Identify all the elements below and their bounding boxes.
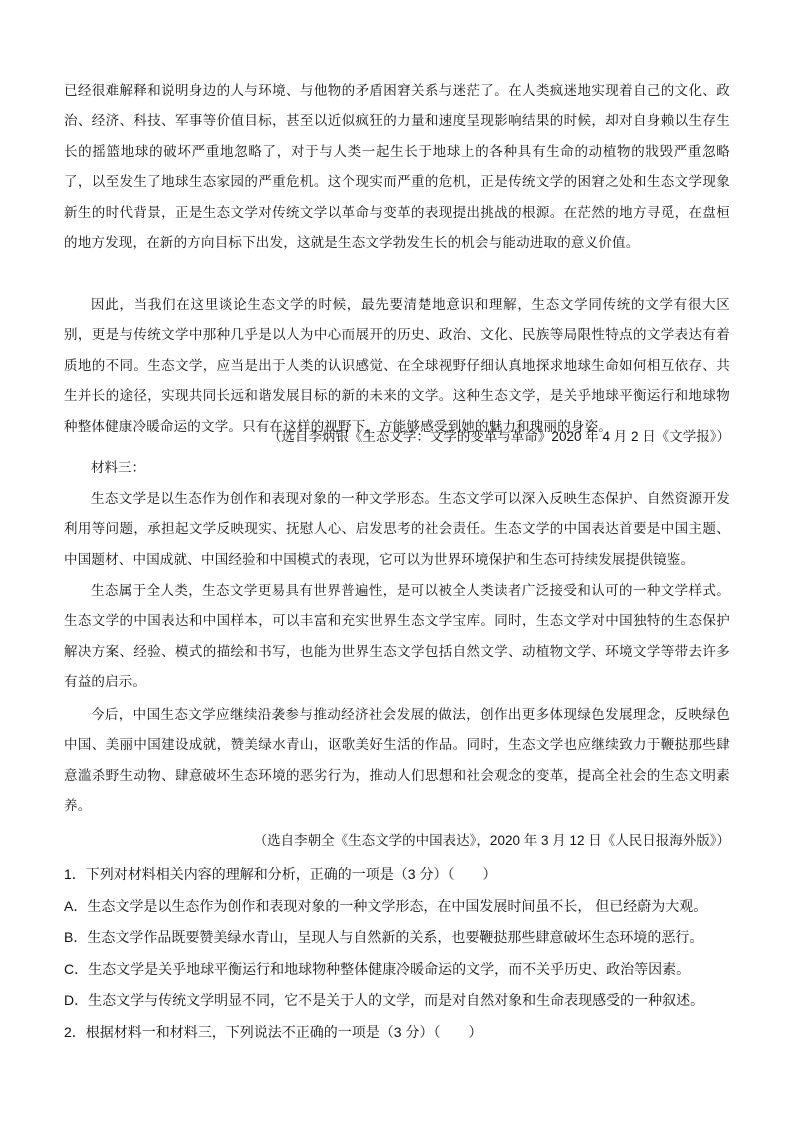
material-three-paragraph-2: 生态属于全人类，生态文学更易具有世界普遍性，是可以被全人类读者广泛接受和认可的一种文学样式。生态文学的中国表达和中国样本，可以丰富和充实世界生态文学宝库。同时，生态文学对中国独特的生态保护解决方案、经验、模式的描绘和书写，也能为世界生态文学包括自然文学、动植物文学、环境文学等带去许多有益的启示。	[64, 583, 730, 691]
question-1-stem: 1．下列对材料相关内容的理解和分析，正确的一项是（3 分）（ ）	[64, 866, 497, 882]
question-1-option-d[interactable]: D．生态文学与传统文学明显不同，它不是关于人的文学，而是对自然对象和生命表现感受的一种叙述。	[64, 992, 705, 1008]
question-2-stem: 2．根据材料一和材料三，下列说法不正确的一项是（3 分）（ ）	[64, 1024, 483, 1040]
question-1-option-c[interactable]: C．生态文学是关乎地球平衡运行和地球物种整体健康冷暖命运的文学，而不关乎历史、政治等因素。	[64, 961, 691, 977]
passage-paragraph-continued: 已经很难解释和说明身边的人与环境、与他物的矛盾困窘关系与迷茫了。在人类疯迷地实现着自己的文化、政治、经济、科技、军事等价值目标，甚至以近似疯狂的力量和速度呈现影响结果的时候，却对自身赖以生存生长的摇篮地球的破坏严重地忽略了，对于与人类一起生长于地球上的各种具有生命的动植物的戕毁严重忽略了，以至发生了地球生态家园的严重危机。这个现实而严重的危机，正是传统文学的困窘之处和生态文学现象新生的时代背景，正是生态文学对传统文学以革命与变革的表现提出挑战的根源。在茫然的地方寻觅，在盘桓的地方发现，在新的方向目标下出发，这就是生态文学勃发生长的机会与能动进取的意义价值。	[64, 83, 730, 252]
question-1-option-b[interactable]: B．生态文学作品既要赞美绿水青山，呈现人与自然新的关系，也要鞭挞那些肆意破坏生态环境的恶行。	[64, 929, 704, 945]
material-three-paragraph-3: 今后，中国生态文学应继续沿袭参与推动经济社会发展的做法，创作出更多体现绿色发展理念，反映绿色中国、美丽中国建设成就，赞美绿水青山，讴歌美好生活的作品。同时，生态文学也应继续致力于鞭挞那些肆意滥杀野生动物、肆意破坏生态环境的恶劣行为，推动人们思想和社会观念的变革，提高全社会的生态文明素养。	[64, 707, 730, 815]
source-citation-2: （选自李朝全《生态文学的中国表达》，2020 年 3 月 12 日《人民日报海外版》）	[253, 833, 730, 848]
source-citation-1: （选自李炳银《生态文学：文学的变革与革命》2020 年 4 月 2 日《文学报》）	[267, 429, 730, 444]
passage-paragraph-because: 因此，当我们在这里谈论生态文学的时候，最先要清楚地意识和理解，生态文学同传统的文学有很大区别，更是与传统文学中那种几乎是以人为中心而展开的历史、政治、文化、民族等局限性特点的文学表达有着质地的不同。生态文学，应当是出于人类的认识感觉、在全球视野仔细认真地探求地球生命如何相互依存、共生并长的途径，实现共同长远和谐发展目标的新的未来的文学。这种生态文学，是关乎地球平衡运行和地球物种整体健康冷暖命运的文学。只有在这样的视野下，方能够感受到她的魅力和瑰丽的身姿。	[64, 297, 730, 435]
material-three-paragraph-1: 生态文学是以生态作为创作和表现对象的一种文学形态。生态文学可以深入反映生态保护、自然资源开发利用等问题，承担起文学反映现实、抚慰人心、启发思考的社会责任。生态文学的中国表达首要是中国主题、中国题材、中国成就、中国经验和中国模式的表现，它可以为世界环境保护和生态可持续发展提供镜鉴。	[64, 491, 730, 568]
question-1-option-a[interactable]: A．生态文学是以生态作为创作和表现对象的一种文学形态，在中国发展时间虽不长， 但已经蔚为大观。	[64, 898, 708, 914]
material-three-label: 材料三：	[91, 460, 145, 476]
